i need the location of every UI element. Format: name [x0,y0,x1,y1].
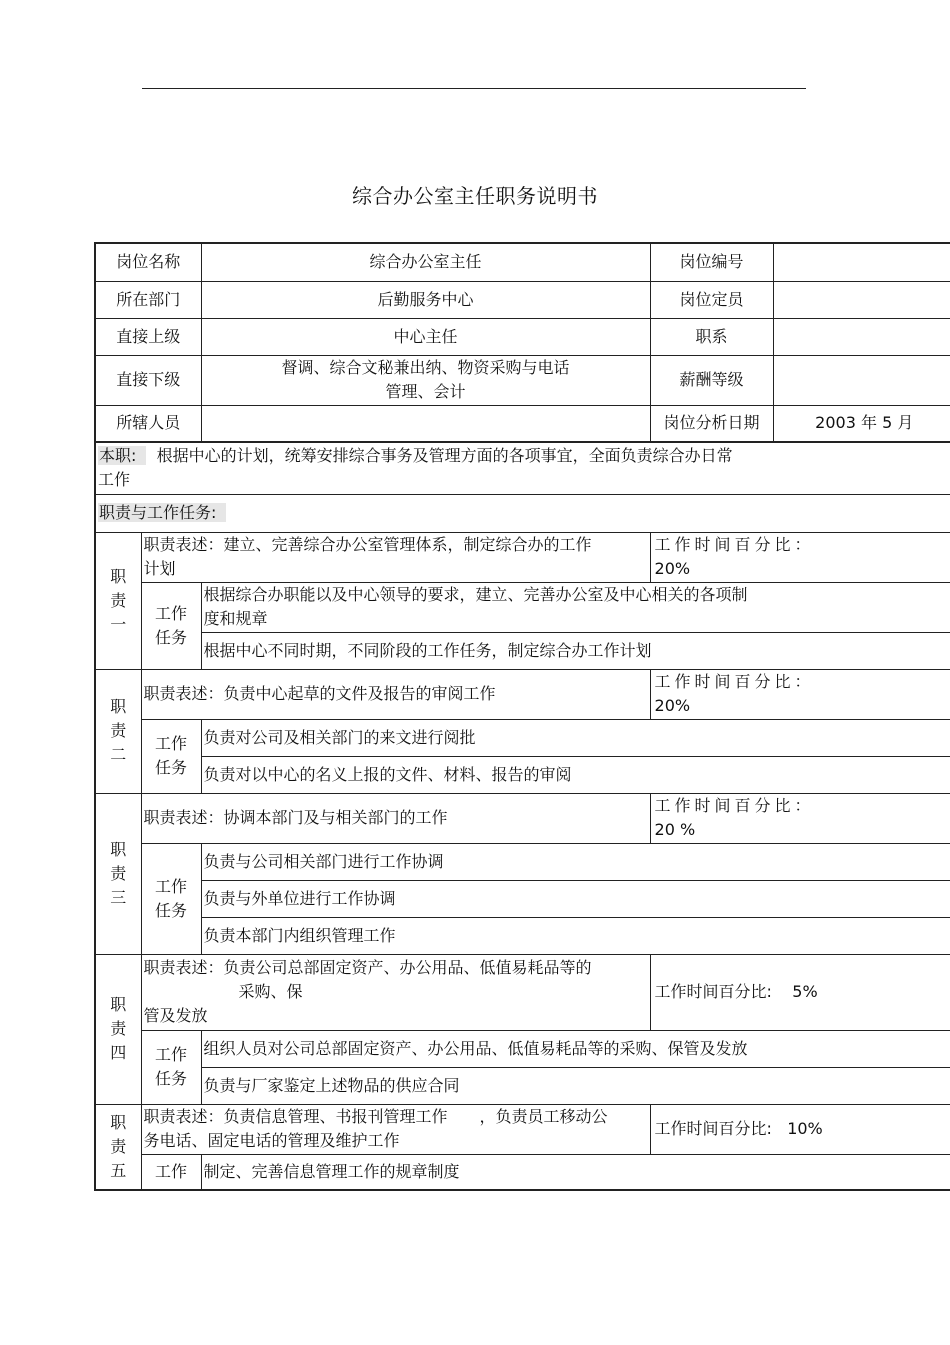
label-subordinates: 直接下级 [95,355,201,405]
duty-4-task-row-2 [95,1067,950,1104]
duty-3-desc-row [95,793,950,843]
duty-4-task-label: 工作 任务 [141,1030,201,1104]
value-subordinates-line2: 管理、会计 [385,382,466,401]
label-superior: 直接上级 [95,318,201,355]
duty-4-time-percent: 工作时间百分比: 5% [650,954,950,1030]
summary-cell [95,442,950,494]
page-title: 综合办公室主任职务说明书 [352,184,598,208]
duty-5-task-row-1 [95,1154,950,1190]
label-analysis-date: 岗位分析日期 [650,405,773,442]
duty-3-task-2: 负责与外单位进行工作协调 [201,880,950,917]
label-position-code: 岗位编号 [650,243,773,281]
job-description-table [94,242,950,1191]
value-superior: 中心主任 [201,318,650,355]
row-department [95,281,950,318]
row-staff [95,405,950,442]
duty-4-task-2: 负责与厂家鉴定上述物品的供应合同 [201,1067,950,1104]
row-summary [95,442,950,494]
duty-2-task-2: 负责对以中心的名义上报的文件、材料、报告的审阅 [201,756,950,793]
duty-5-task-1: 制定、完善信息管理工作的规章制度 [201,1154,950,1190]
duties-header-cell [95,494,950,532]
duty-5-label: 职 责 五 [95,1104,141,1190]
value-department: 后勤服务中心 [201,281,650,318]
row-duties-header [95,494,950,532]
value-analysis-date: 2003 年 5 月 [773,405,950,442]
duty-1-task-1: 根据综合办职能以及中心领导的要求，建立、完善办公室及中心相关的各项制 度和规章 [201,582,950,632]
duty-2-time-percent: 工作时间百分比： 20% [650,669,950,719]
duty-2-description: 职责表述：负责中心起草的文件及报告的审阅工作 [141,669,650,719]
header-rule [142,88,806,89]
value-salary-grade [773,355,950,405]
label-staff: 所辖人员 [95,405,201,442]
duty-3-description: 职责表述：协调本部门及与相关部门的工作 [141,793,650,843]
row-superior [95,318,950,355]
value-headcount [773,281,950,318]
duty-4-label: 职 责 四 [95,954,141,1104]
duty-3-task-label: 工作 任务 [141,843,201,954]
duty-2-desc-row [95,669,950,719]
duty-5-time-percent: 工作时间百分比: 10% [650,1104,950,1154]
row-position-name [95,243,950,281]
duty-1-time-percent: 工作时间百分比： 20% [650,532,950,582]
duty-1-description: 职责表述：建立、完善综合办公室管理体系，制定综合办的工作 计划 [141,532,650,582]
label-salary-grade: 薪酬等级 [650,355,773,405]
duty-1-task-row-1 [95,582,950,632]
summary-label: 本职: [98,446,146,465]
duty-3-task-row-2 [95,880,950,917]
value-position-name: 综合办公室主任 [201,243,650,281]
duty-2-task-row-1 [95,719,950,756]
duty-3-task-row-1 [95,843,950,880]
duty-4-task-row-1 [95,1030,950,1067]
duty-4-desc-row [95,954,950,1030]
duty-4-task-1: 组织人员对公司总部固定资产、办公用品、低值易耗品等的采购、保管及发放 [201,1030,950,1067]
duty-5-task-label: 工作 [141,1154,201,1190]
summary-text-line1: 根据中心的计划，统筹安排综合事务及管理方面的各项事宜，全面负责综合办日常 [156,446,733,466]
duty-2-task-label: 工作 任务 [141,719,201,793]
summary-text-line2: 工作 [98,470,131,490]
value-position-code [773,243,950,281]
duty-3-task-3: 负责本部门内组织管理工作 [201,917,950,954]
duty-2-label: 职 责 二 [95,669,141,793]
duty-1-label: 职 责 一 [95,532,141,669]
duty-3-task-row-3 [95,917,950,954]
label-headcount: 岗位定员 [650,281,773,318]
value-job-family [773,318,950,355]
duty-1-task-2: 根据中心不同时期，不同阶段的工作任务，制定综合办工作计划 [201,632,950,669]
duty-3-task-1: 负责与公司相关部门进行工作协调 [201,843,950,880]
duty-5-description: 职责表述：负责信息管理、书报刊管理工作 ，负责员工移动公 务电话、固定电话的管理及维护工作 [141,1104,650,1154]
duty-3-label: 职 责 三 [95,793,141,954]
label-department: 所在部门 [95,281,201,318]
duty-1-task-row-2 [95,632,950,669]
duty-5-desc-row [95,1104,950,1154]
label-job-family: 职系 [650,318,773,355]
value-subordinates [201,355,650,405]
value-staff [201,405,650,442]
duties-header: 职责与工作任务: [98,503,226,522]
label-position-name: 岗位名称 [95,243,201,281]
duty-1-desc-row [95,532,950,582]
row-subordinates [95,355,950,405]
duty-1-task-label: 工作 任务 [141,582,201,669]
value-subordinates-line1: 督调、综合文秘兼出纳、物资采购与电话 [281,358,570,377]
duty-2-task-1: 负责对公司及相关部门的来文进行阅批 [201,719,950,756]
duty-3-time-percent: 工作时间百分比： 20 % [650,793,950,843]
duty-4-description: 职责表述：负责公司总部固定资产、办公用品、低值易耗品等的 采购、保 管及发放 [141,954,650,1030]
duty-2-task-row-2 [95,756,950,793]
